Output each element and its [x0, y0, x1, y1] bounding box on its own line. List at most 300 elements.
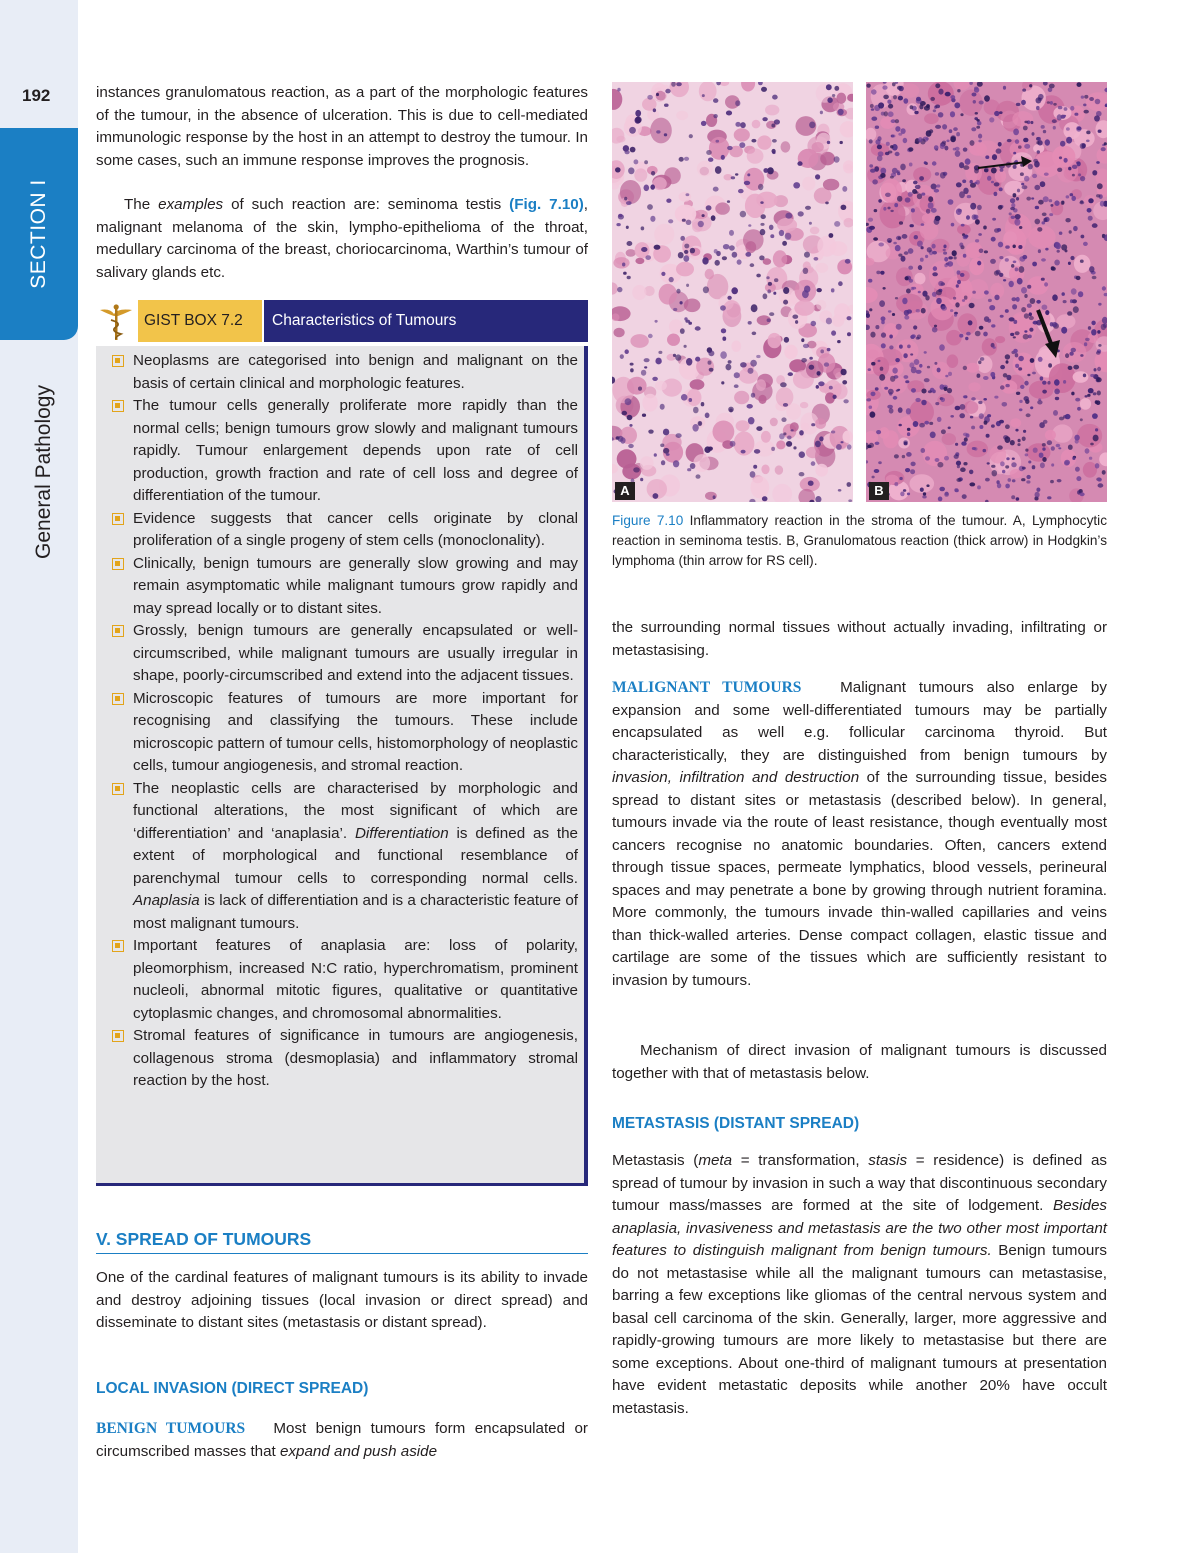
cell-blob: [895, 126, 900, 132]
cell-blob: [978, 233, 982, 236]
cell-blob: [641, 247, 647, 252]
cell-blob: [754, 449, 760, 454]
cell-blob: [735, 100, 740, 106]
cell-blob: [918, 137, 923, 142]
cell-blob: [1089, 266, 1094, 272]
cell-blob: [816, 300, 826, 310]
cell-blob: [1080, 418, 1083, 421]
cell-blob: [721, 381, 724, 384]
cell-blob: [959, 191, 965, 198]
cell-blob: [692, 424, 698, 432]
cell-blob: [887, 238, 892, 243]
cell-blob: [1096, 194, 1100, 197]
cell-blob: [783, 300, 788, 305]
cell-blob: [1026, 475, 1030, 479]
cell-blob: [1036, 97, 1042, 103]
cell-blob: [784, 345, 797, 360]
cell-blob: [922, 495, 926, 498]
cell-blob: [954, 256, 957, 259]
cell-blob: [837, 340, 841, 343]
cell-blob: [1098, 130, 1102, 133]
cell-blob: [991, 424, 995, 427]
cell-blob: [895, 245, 901, 251]
cell-blob: [647, 204, 653, 210]
cell-blob: [866, 84, 870, 88]
cell-blob: [823, 179, 839, 191]
cell-blob: [1005, 354, 1010, 359]
gist-box-title: Characteristics of Tumours: [264, 300, 588, 342]
cell-blob: [826, 84, 832, 90]
cell-blob: [878, 102, 884, 108]
cell-blob: [976, 126, 980, 129]
cell-blob: [701, 402, 705, 406]
cell-blob: [1024, 396, 1029, 401]
cell-blob: [914, 359, 920, 365]
cell-blob: [620, 354, 624, 359]
cell-blob: [994, 396, 998, 399]
cell-blob: [916, 370, 922, 374]
cell-blob: [1096, 351, 1101, 355]
cell-blob: [950, 136, 956, 142]
cell-blob: [1005, 309, 1009, 313]
cell-blob: [682, 219, 686, 222]
cell-blob: [1002, 470, 1005, 474]
cell-blob: [1072, 457, 1075, 460]
cell-blob: [894, 482, 898, 486]
cell-blob: [753, 465, 757, 469]
cell-blob: [1021, 100, 1026, 105]
cell-blob: [802, 177, 815, 191]
cell-blob: [617, 287, 622, 292]
cell-blob: [735, 122, 740, 127]
cell-blob: [951, 223, 955, 227]
cell-blob: [832, 94, 835, 97]
cell-blob: [808, 481, 814, 486]
cell-blob: [972, 214, 977, 220]
cell-blob: [1005, 484, 1010, 489]
cell-blob: [806, 447, 820, 458]
cell-blob: [938, 281, 944, 286]
cell-blob: [935, 458, 940, 462]
cell-blob: [997, 228, 1001, 232]
cell-blob: [1097, 391, 1101, 396]
cell-blob: [768, 282, 772, 286]
cell-blob: [932, 272, 938, 276]
cell-blob: [1021, 307, 1026, 312]
cell-blob: [1092, 276, 1097, 280]
cell-blob: [686, 284, 689, 287]
cell-blob: [1068, 366, 1073, 370]
cell-blob: [905, 380, 909, 383]
cell-blob: [936, 184, 940, 187]
cell-blob: [661, 272, 665, 276]
cell-blob: [926, 484, 929, 487]
cell-blob: [1050, 204, 1053, 207]
cell-blob: [750, 476, 769, 498]
cell-blob: [964, 235, 969, 238]
cell-blob: [703, 286, 709, 293]
cell-blob: [937, 462, 943, 468]
cell-blob: [871, 392, 876, 397]
cell-blob: [803, 344, 809, 348]
cell-blob: [776, 440, 785, 449]
cell-blob: [956, 284, 959, 288]
cell-blob: [1097, 367, 1101, 371]
cell-blob: [815, 496, 821, 502]
cell-blob: [799, 472, 805, 476]
cell-blob: [629, 127, 636, 134]
cell-blob: [960, 273, 965, 277]
cell-blob: [676, 289, 680, 294]
cell-blob: [912, 189, 917, 194]
cell-blob: [876, 430, 881, 434]
cell-blob: [955, 302, 959, 307]
cell-blob: [612, 89, 622, 110]
cell-blob: [829, 386, 833, 390]
part-label: General Pathology: [32, 385, 55, 559]
cell-blob: [906, 408, 911, 414]
gist-box-label: GIST BOX 7.2: [138, 300, 262, 342]
cell-blob: [627, 415, 633, 420]
cell-blob: [887, 100, 891, 104]
cell-blob: [1101, 147, 1106, 151]
cell-blob: [893, 95, 897, 99]
cell-blob: [930, 432, 936, 439]
cell-blob: [889, 335, 893, 339]
square-bullet-icon: [112, 400, 124, 412]
cell-blob: [941, 306, 947, 311]
cell-blob: [1005, 384, 1009, 387]
cell-blob: [715, 166, 722, 174]
cell-blob: [969, 482, 975, 486]
cell-blob: [805, 206, 811, 210]
cell-blob: [1095, 168, 1107, 185]
cell-blob: [1013, 165, 1017, 169]
cell-blob: [941, 429, 946, 434]
cell-blob: [956, 478, 961, 482]
cell-blob: [1000, 168, 1004, 171]
cell-blob: [965, 158, 971, 164]
cell-blob: [1092, 413, 1098, 419]
cell-blob: [899, 345, 903, 349]
cell-blob: [990, 259, 996, 264]
cell-blob: [939, 344, 945, 351]
cell-blob: [1018, 356, 1024, 361]
cell-blob: [843, 431, 853, 443]
cell-blob: [819, 436, 823, 441]
cell-blob: [950, 415, 954, 418]
cell-blob: [1104, 293, 1107, 296]
cell-blob: [892, 368, 897, 374]
cell-blob: [931, 208, 937, 213]
cell-blob: [903, 489, 906, 492]
cell-blob: [1025, 453, 1029, 456]
cell-blob: [625, 150, 630, 154]
cell-blob: [1013, 152, 1016, 155]
cell-blob: [767, 318, 771, 322]
cell-blob: [1080, 176, 1085, 181]
cell-blob: [940, 172, 946, 179]
cell-blob: [772, 484, 792, 502]
cell-blob: [782, 241, 787, 246]
cell-blob: [1042, 305, 1048, 310]
cell-blob: [627, 377, 647, 395]
cell-blob: [1000, 315, 1004, 318]
square-bullet-icon: [112, 693, 124, 705]
cell-blob: [1019, 400, 1022, 403]
cell-blob: [955, 147, 960, 151]
cell-blob: [735, 173, 738, 175]
cell-blob: [641, 226, 645, 230]
cell-blob: [622, 263, 625, 267]
cell-blob: [1002, 402, 1008, 407]
cell-blob: [726, 364, 732, 371]
cell-blob: [815, 441, 821, 448]
cell-blob: [1064, 158, 1068, 163]
cell-blob: [871, 362, 875, 366]
cell-blob: [1077, 127, 1082, 131]
square-bullet-icon: [112, 558, 124, 570]
cell-blob: [770, 418, 778, 427]
cell-blob: [1063, 300, 1067, 303]
cell-blob: [1071, 288, 1077, 294]
cell-blob: [635, 258, 644, 264]
cell-blob: [991, 324, 995, 327]
gist-box-list: [112, 350, 578, 1093]
cell-blob: [914, 235, 918, 239]
cell-blob: [661, 460, 665, 465]
cell-blob: [1024, 121, 1027, 124]
cell-blob: [1011, 264, 1014, 268]
cell-blob: [924, 351, 927, 354]
panel-label-a: A: [615, 482, 635, 500]
cell-blob: [899, 424, 902, 427]
cell-blob: [942, 124, 947, 129]
cell-blob: [1045, 248, 1048, 251]
list-item: Neoplasms are categorised into benign and malignant on the basis of certain clinical and morphologic features.: [112, 350, 578, 395]
cell-blob: [1039, 422, 1045, 428]
cell-blob: [659, 284, 677, 305]
cell-blob: [847, 332, 851, 336]
cell-blob: [1022, 185, 1028, 189]
cell-blob: [1075, 398, 1080, 402]
cell-blob: [894, 375, 899, 379]
cell-blob: [963, 395, 966, 398]
cell-blob: [1088, 216, 1093, 221]
cell-blob: [924, 378, 930, 382]
cell-blob: [721, 155, 725, 160]
cell-blob: [1078, 173, 1081, 176]
cell-blob: [748, 417, 755, 424]
cell-blob: [994, 182, 1000, 186]
cell-blob: [1036, 488, 1040, 492]
cell-blob: [937, 394, 954, 406]
cell-blob: [1087, 394, 1090, 397]
cell-blob: [773, 292, 776, 295]
cell-blob: [999, 256, 1003, 259]
cell-blob: [919, 423, 925, 428]
cell-blob: [644, 366, 647, 368]
cell-blob: [625, 349, 629, 354]
cell-blob: [1054, 200, 1059, 206]
cell-blob: [684, 244, 689, 249]
cell-blob: [1083, 104, 1086, 107]
cell-blob: [895, 358, 900, 362]
cell-blob: [652, 377, 658, 381]
cell-blob: [748, 224, 751, 227]
micrograph-b: [866, 82, 1107, 502]
cell-blob: [1096, 400, 1101, 405]
cell-blob: [841, 369, 847, 376]
cell-blob: [921, 448, 926, 453]
cell-blob: [680, 236, 685, 241]
cell-blob: [766, 276, 769, 279]
cell-blob: [656, 130, 660, 133]
cell-blob: [785, 233, 792, 240]
cell-blob: [622, 411, 628, 416]
cell-blob: [817, 236, 836, 257]
cell-blob: [1038, 249, 1041, 253]
cell-blob: [910, 224, 914, 227]
cell-blob: [870, 332, 875, 338]
cell-blob: [673, 308, 677, 311]
cell-blob: [676, 433, 682, 438]
cell-blob: [1013, 336, 1016, 338]
cell-blob: [640, 478, 643, 482]
cell-blob: [747, 148, 764, 163]
cell-blob: [1080, 143, 1086, 149]
cell-blob: [1038, 200, 1044, 205]
cell-blob: [625, 398, 632, 405]
cell-blob: [750, 471, 756, 478]
cell-blob: [892, 135, 896, 138]
cell-blob: [751, 393, 755, 398]
cell-blob: [684, 157, 689, 161]
cell-blob: [1036, 300, 1041, 304]
cell-blob: [806, 360, 824, 378]
cell-blob: [923, 492, 926, 495]
cell-blob: [628, 444, 634, 448]
cell-blob: [979, 326, 984, 330]
cell-blob: [938, 112, 944, 117]
cell-blob: [978, 140, 981, 143]
cell-blob: [816, 385, 819, 389]
cell-blob: [911, 334, 916, 338]
cell-blob: [925, 456, 930, 460]
cell-blob: [902, 455, 905, 458]
cell-blob: [1090, 374, 1094, 377]
cell-blob: [664, 133, 667, 136]
cell-blob: [1056, 444, 1061, 448]
cell-blob: [1052, 119, 1057, 123]
cell-blob: [715, 260, 720, 266]
cell-blob: [1070, 256, 1074, 260]
cell-blob: [1024, 294, 1027, 298]
cell-blob: [977, 261, 981, 266]
cell-blob: [879, 300, 885, 307]
cell-blob: [1024, 381, 1028, 386]
list-item: Clinically, benign tumours are generally slow growing and may remain asymptomatic while malignant tumours grow rapidly and may spread locally or to distant sites.: [112, 553, 578, 621]
cell-blob: [916, 309, 920, 312]
cell-blob: [897, 389, 900, 391]
malignant-paragraph: MALIGNANT TUMOURS Malignant tumours also enlarge by expansion and some well-differentiated tumours may be partially encapsulated as well e.g. follicular carcinoma thyroid. But characteristically, they are distinguished from benign tumours by invasion, infiltration and destruction of the surrounding tissue, besides spread to distant sites or metastasis (described below). In general, tumours invade via the route of least resistance, though eventually most cancers recognise no anatomic boundaries. Often, cancers extend through tissue spaces, permeate lymphatics, blood vessels, perineural spaces and may penetrate a bone by growing through nutrient foramina. More commonly, the tumours invade thin-walled capillaries and veins than thick-walled arteries. Dense compact collagen, elastic tissue and cartilage are some of the tissues which are sufficiently resistant to invasion by tumours.: [612, 679, 1108, 989]
cell-blob: [1098, 303, 1101, 306]
cell-blob: [614, 328, 625, 337]
cell-blob: [779, 433, 785, 439]
cell-blob: [1085, 338, 1090, 341]
cell-blob: [665, 89, 670, 94]
cell-blob: [888, 111, 894, 117]
cell-blob: [663, 448, 669, 454]
cell-blob: [1051, 446, 1055, 451]
cell-blob: [1038, 357, 1043, 362]
cell-blob: [842, 380, 847, 384]
cell-blob: [974, 182, 977, 184]
figure-caption: Figure 7.10 Inflammatory reaction in the stroma of the tumour. A, Lymphocytic reaction in seminoma testis. B, Granulomatous reaction (thick arrow) in Hodgkin’s lymphoma (thin arrow for RS cell).: [612, 513, 1107, 568]
cell-blob: [1042, 381, 1046, 385]
cell-blob: [791, 429, 794, 431]
cell-blob: [900, 492, 904, 497]
cell-blob: [1079, 201, 1084, 205]
cell-blob: [985, 500, 989, 502]
cell-blob: [889, 408, 894, 414]
cell-blob: [921, 389, 926, 394]
figure-link[interactable]: (Fig. 7.10): [509, 196, 584, 213]
cell-blob: [890, 176, 894, 179]
cell-blob: [834, 86, 839, 91]
cell-blob: [902, 234, 908, 239]
cell-blob: [722, 256, 727, 260]
cell-blob: [941, 398, 945, 403]
cell-blob: [1032, 132, 1035, 136]
cell-blob: [1057, 114, 1062, 120]
cell-blob: [751, 139, 756, 143]
cell-blob: [644, 185, 650, 192]
cell-blob: [977, 205, 982, 210]
cell-blob: [809, 222, 812, 225]
cell-blob: [870, 104, 874, 108]
cell-blob: [898, 86, 903, 92]
cell-blob: [994, 192, 998, 196]
cell-blob: [1083, 462, 1097, 478]
cell-blob: [750, 360, 757, 367]
cell-blob: [994, 295, 999, 301]
cell-blob: [1012, 297, 1017, 301]
cell-blob: [892, 168, 898, 174]
cell-blob: [1069, 230, 1072, 233]
list-item: Stromal features of significance in tumours are angiogenesis, collagenous stroma (desmoplasia) and inflammatory stromal reaction by the host.: [112, 1025, 578, 1093]
cell-blob: [882, 85, 887, 89]
cell-blob: [838, 109, 844, 115]
cell-blob: [645, 255, 651, 260]
cell-blob: [797, 161, 802, 166]
cell-blob: [1047, 101, 1050, 104]
cell-blob: [956, 208, 962, 215]
cell-blob: [634, 159, 639, 164]
cell-blob: [1094, 368, 1097, 371]
cell-blob: [904, 315, 909, 319]
cell-blob: [1102, 286, 1106, 290]
cell-blob: [993, 346, 996, 349]
cell-blob: [748, 368, 754, 374]
cell-blob: [898, 96, 903, 101]
cell-blob: [871, 89, 877, 94]
cell-blob: [738, 189, 744, 193]
cell-blob: [708, 350, 714, 356]
cell-blob: [1018, 439, 1021, 443]
cell-blob: [1029, 312, 1032, 316]
cell-blob: [1027, 443, 1051, 461]
